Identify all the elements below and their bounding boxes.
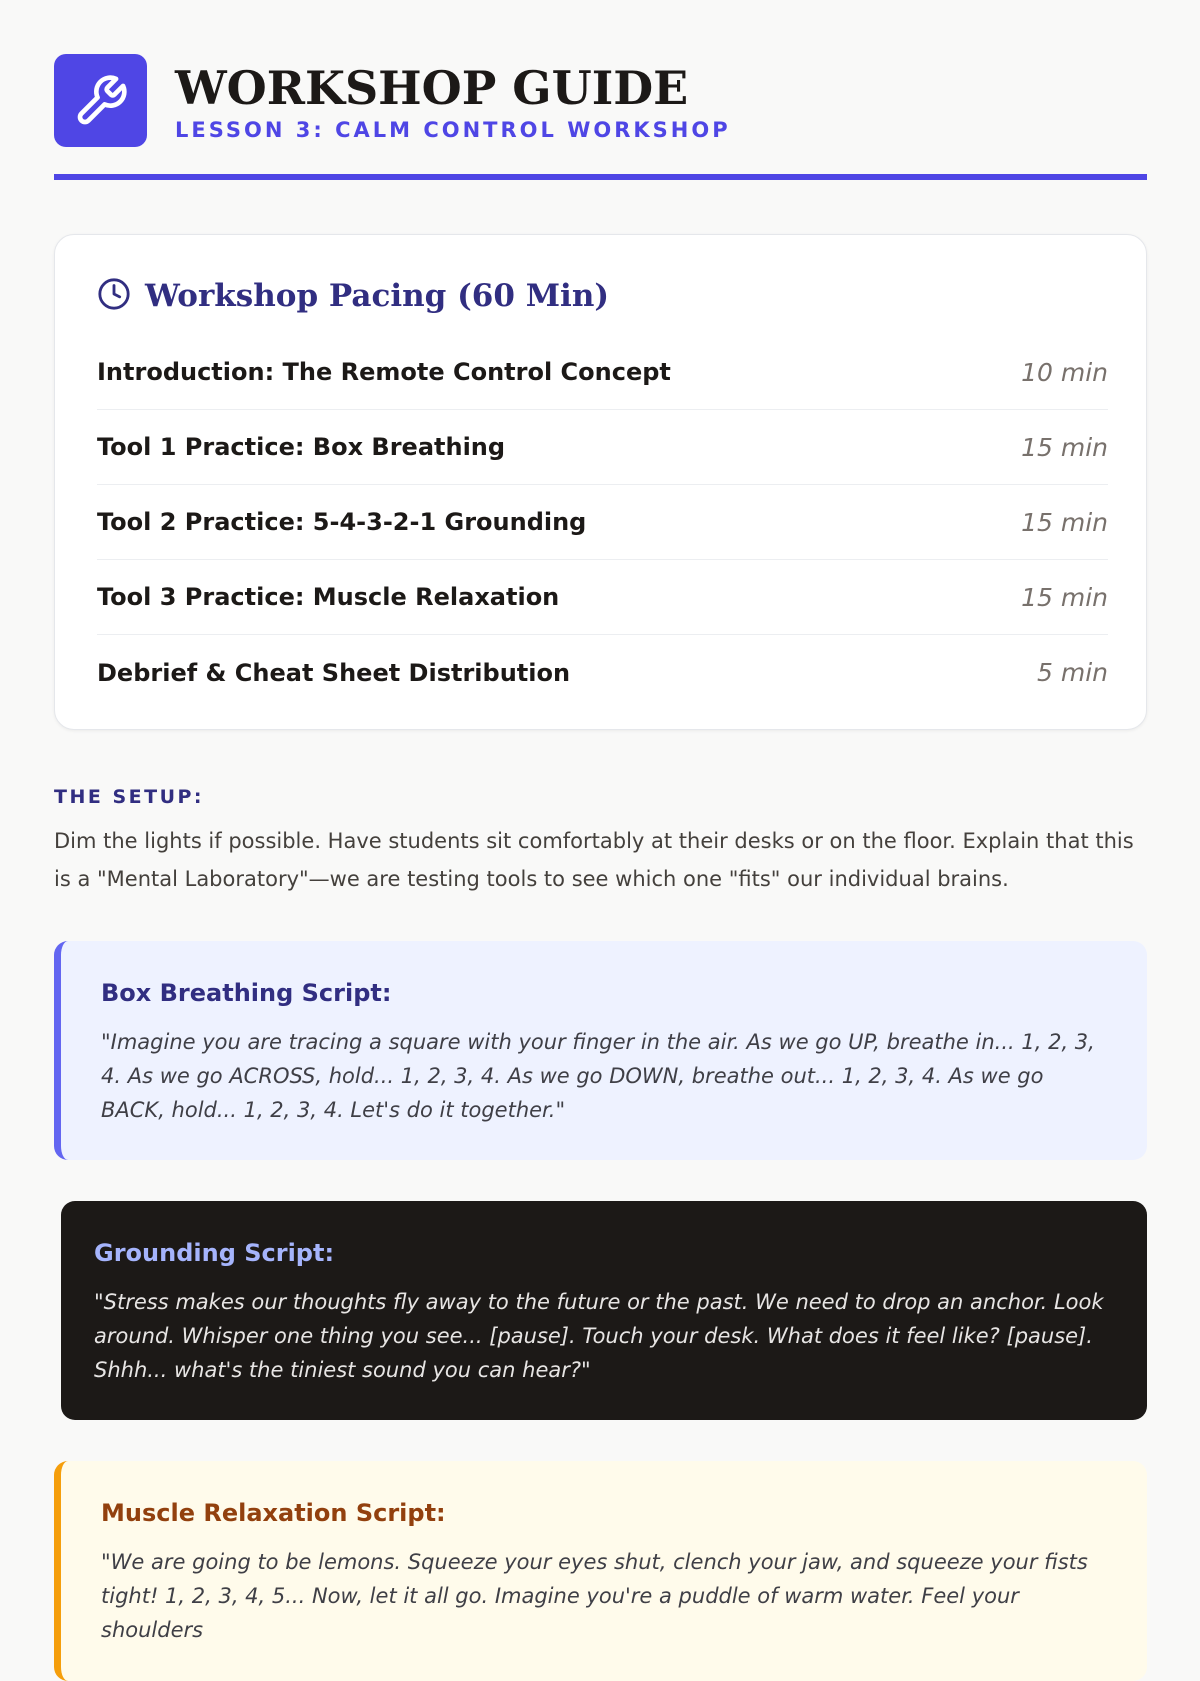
setup-text: Dim the lights if possible. Have students sit comfortably at their desks or on the floor. Explain that this is a "Mental Laboratory"—we are testing tools to see which one "fits" our individual brains. [54, 829, 1134, 891]
pacing-card [54, 234, 1147, 730]
pacing-item-label: Tool 1 Practice: Box Breathing [97, 433, 506, 461]
list-item [97, 635, 1108, 710]
muscle-relaxation-script [54, 1461, 1147, 1681]
script-title: Box Breathing Script: [101, 979, 392, 1007]
pacing-item-label: Tool 3 Practice: Muscle Relaxation [97, 583, 560, 611]
page-title: WORKSHOP GUIDE [175, 60, 689, 115]
header-divider [54, 174, 1147, 180]
wrench-icon [54, 54, 147, 147]
pacing-title: Workshop Pacing (60 Min) [145, 278, 610, 314]
script-title: Muscle Relaxation Script: [101, 1499, 446, 1527]
page-header [54, 54, 1147, 147]
pacing-list [97, 335, 1108, 710]
list-item [97, 335, 1108, 410]
pacing-item-label: Debrief & Cheat Sheet Distribution [97, 658, 571, 687]
pacing-item-time: 5 min [1037, 658, 1108, 687]
script-title: Grounding Script: [94, 1239, 335, 1267]
list-item [97, 485, 1108, 560]
pacing-item-label: Introduction: The Remote Control Concept [97, 358, 671, 386]
pacing-item-time: 15 min [1021, 582, 1108, 612]
header-text [175, 60, 731, 142]
pacing-item-time: 10 min [1021, 357, 1108, 387]
pacing-item-time: 15 min [1021, 507, 1108, 537]
clock-icon [97, 277, 131, 315]
box-breathing-script [54, 941, 1147, 1160]
pacing-header [97, 277, 609, 315]
list-item [97, 410, 1108, 485]
pacing-item-label: Tool 2 Practice: 5-4-3-2-1 Grounding [97, 508, 587, 536]
script-text: "Stress makes our thoughts fly away to the future or the past. We need to drop an anchor. Look around. Whisper one thing you see... [pause]. Touch your desk. What does it feel like? [pause]. Shhh... what's the tiniest sound you can hear?" [94, 1290, 1104, 1382]
setup-label: THE SETUP: [54, 786, 205, 808]
script-text: "We are going to be lemons. Squeeze your eyes shut, clench your jaw, and squeeze your fists tight! 1, 2, 3, 4, 5... Now, let it all go. Imagine you're a puddle of warm water. Feel your shoulders [101, 1550, 1088, 1642]
script-text: "Imagine you are tracing a square with your finger in the air. As we go UP, breathe in... 1, 2, 3, 4. As we go ACROSS, hold... 1, 2, 3, 4. As we go DOWN, breathe out... 1, 2, 3, 4. As we go BACK, hold... 1, 2, 3, 4. Let's do it together." [101, 1030, 1095, 1122]
grounding-script [61, 1201, 1147, 1420]
page-subtitle: LESSON 3: CALM CONTROL WORKSHOP [175, 117, 731, 142]
list-item [97, 560, 1108, 635]
pacing-item-time: 15 min [1021, 432, 1108, 462]
